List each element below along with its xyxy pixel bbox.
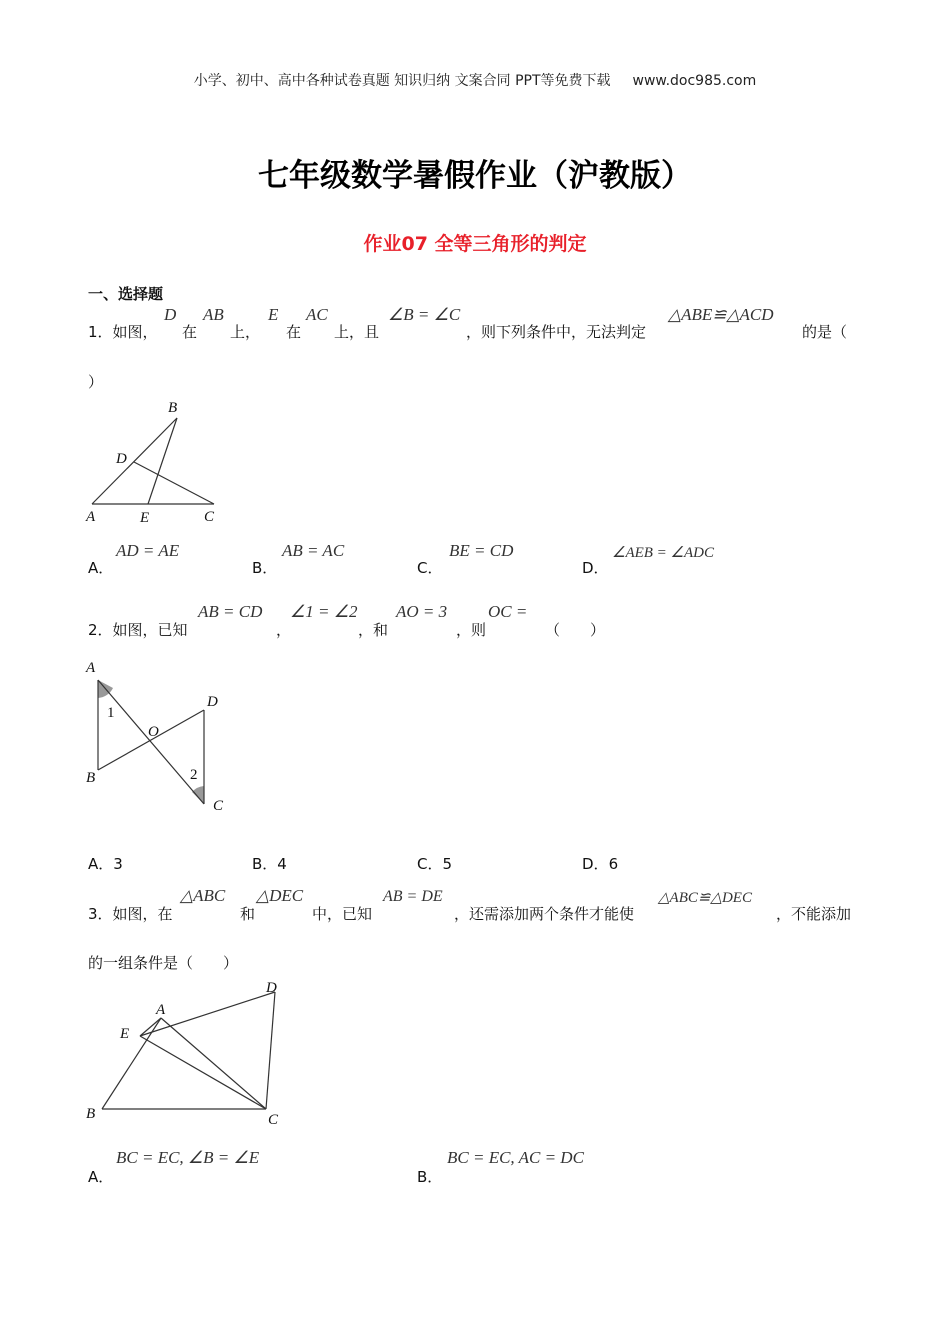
- q2-condition-4: OC =: [488, 602, 528, 621]
- q1-label-d: D: [116, 451, 127, 467]
- page-subtitle: 作业07 全等三角形的判定: [363, 233, 587, 255]
- q2-number: 2．如图，已知: [88, 621, 188, 639]
- q2-option-b[interactable]: [252, 853, 287, 874]
- q2-option-c-value: 5: [442, 855, 453, 873]
- page-title: 七年级数学暑假作业（沪教版）: [258, 158, 692, 194]
- q1-text: 在: [182, 323, 198, 341]
- q3-option-b[interactable]: BC = EC, AC = DC: [447, 1148, 584, 1167]
- q3-triangle-abc: △ABC: [180, 886, 226, 905]
- q2-label-b: B: [86, 770, 96, 786]
- q3-option-b-letter[interactable]: B．: [417, 1168, 443, 1186]
- q3-figure: [82, 976, 292, 1124]
- q1-segment-ab: AB: [203, 305, 224, 324]
- q1-label-b: B: [168, 400, 178, 416]
- q1-option-c-letter[interactable]: C．: [417, 559, 443, 577]
- header-text: 小学、初中、高中各种试卷真题 知识归纳 文案合同 PPT等免费下载: [193, 73, 611, 89]
- q2-option-c-letter: C．: [417, 855, 443, 873]
- q3-text: ，不能添加: [776, 905, 852, 923]
- q2-option-a[interactable]: [88, 853, 123, 874]
- q3-text: ，还需添加两个条件才能使: [454, 905, 635, 923]
- q2-sep: ，则: [456, 621, 487, 639]
- q2-option-a-value: 3: [113, 855, 123, 873]
- q1-option-a[interactable]: AD = AE: [116, 541, 180, 560]
- q2-option-c[interactable]: [417, 853, 452, 874]
- q3-text: 中，已知: [312, 905, 373, 923]
- q1-condition: ∠B = ∠C: [388, 305, 461, 324]
- q3-label-e: E: [120, 1026, 130, 1042]
- q2-option-d[interactable]: [582, 853, 618, 874]
- q3-label-d: D: [266, 980, 277, 996]
- q2-label-2: 2: [190, 767, 198, 783]
- q2-option-b-letter: B．: [252, 855, 278, 873]
- q2-label-a: A: [86, 660, 96, 676]
- q2-label-d: D: [207, 694, 218, 710]
- q1-text: 上，: [230, 323, 261, 341]
- q2-figure: [82, 654, 232, 816]
- q3-congruence: △ABC≌△DEC: [658, 890, 752, 906]
- q3-triangle-dec: △DEC: [256, 886, 304, 905]
- q1-text: 在: [286, 323, 302, 341]
- q2-answer-blank: （ ）: [545, 621, 606, 639]
- q2-label-1: 1: [107, 705, 115, 721]
- header-url[interactable]: www.doc985.com: [632, 73, 757, 89]
- q2-condition-2: ∠1 = ∠2: [290, 602, 358, 621]
- q3-label-c: C: [268, 1112, 279, 1124]
- q3-label-b: B: [86, 1106, 96, 1122]
- q1-label-e: E: [140, 510, 150, 526]
- q3-condition: AB = DE: [383, 888, 443, 905]
- q2-option-d-letter: D．: [582, 855, 609, 873]
- q2-label-o: O: [148, 724, 159, 740]
- q2-sep: ，和: [358, 621, 389, 639]
- q1-point-d: D: [164, 305, 177, 324]
- q1-label-a: A: [86, 509, 96, 525]
- q3-text: 和: [240, 905, 256, 923]
- q2-label-c: C: [213, 798, 224, 814]
- q2-sep: ，: [276, 621, 292, 639]
- q1-segment-ac: AC: [306, 305, 328, 324]
- q3-label-a: A: [156, 1002, 166, 1018]
- q3-option-a-letter[interactable]: A．: [88, 1168, 114, 1186]
- q2-option-d-value: 6: [608, 855, 619, 873]
- q1-text: 上，且: [334, 323, 380, 341]
- q1-option-a-letter[interactable]: A．: [88, 559, 114, 577]
- q2-condition-1: AB = CD: [198, 602, 263, 621]
- q1-text: ，则下列条件中，无法判定: [466, 323, 647, 341]
- q1-point-e: E: [268, 305, 279, 324]
- q1-congruence: △ABE≌△ACD: [668, 305, 774, 324]
- q1-label-c: C: [204, 509, 215, 525]
- q1-option-b-letter[interactable]: B．: [252, 559, 278, 577]
- q3-number: 3．如图，在: [88, 905, 173, 923]
- q1-number: 1．如图，: [88, 323, 158, 341]
- q1-option-b[interactable]: AB = AC: [282, 541, 345, 560]
- section-heading: 一、选择题: [88, 285, 164, 303]
- q2-condition-3: AO = 3: [396, 602, 448, 621]
- q1-option-d-letter[interactable]: D．: [582, 559, 609, 577]
- page-header: [0, 70, 950, 90]
- q1-option-c[interactable]: BE = CD: [449, 541, 514, 560]
- q1-close-paren: ）: [88, 373, 104, 391]
- q3-option-a[interactable]: BC = EC, ∠B = ∠E: [116, 1148, 260, 1167]
- q1-figure: [82, 396, 232, 528]
- q2-option-b-value: 4: [277, 855, 287, 873]
- q3-text-line2: 的一组条件是（ ）: [88, 954, 239, 972]
- q1-text: 的是（: [802, 323, 848, 341]
- q1-option-d[interactable]: ∠AEB = ∠ADC: [612, 545, 715, 561]
- q2-option-a-letter: A．: [88, 855, 114, 873]
